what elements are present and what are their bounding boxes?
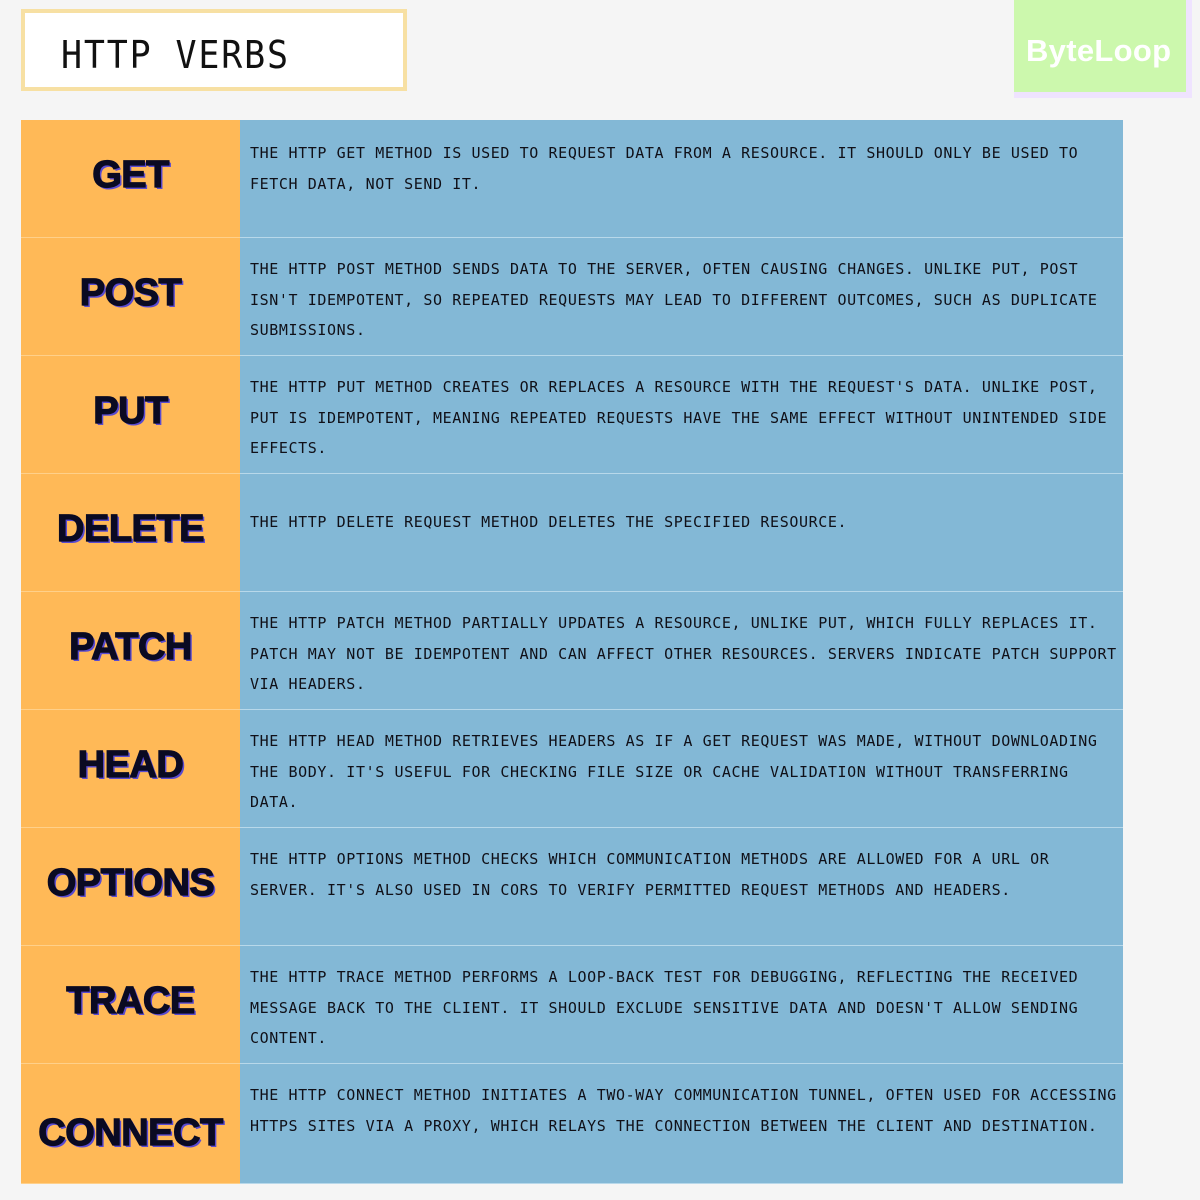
verb-cell [21,120,240,238]
table-row-get [21,120,1123,238]
verbs-table [21,120,1123,1184]
description-cell [240,356,1123,474]
verb-name: HEAD [77,744,184,786]
table-row-connect [21,1064,1123,1184]
verb-description: THE HTTP CONNECT METHOD INITIATES A TWO-WAY COMMUNICATION TUNNEL, OFTEN USED FOR ACCESSING HTTPS SITES VIA A PROXY, WHICH RELAYS THE CONNECTION BETWEEN THE CLIENT AND DESTINATION. [250,1086,1117,1135]
verb-cell [21,592,240,710]
description-cell [240,238,1123,356]
verb-name: PUT [93,390,168,432]
verb-cell [21,238,240,356]
description-cell [240,592,1123,710]
verb-cell [21,1064,240,1184]
table-row-delete [21,474,1123,592]
verb-description: THE HTTP PATCH METHOD PARTIALLY UPDATES A RESOURCE, UNLIKE PUT, WHICH FULLY REPLACES IT. PATCH MAY NOT BE IDEMPOTENT AND CAN AFFECT OTHER RESOURCES. SERVERS INDICATE PATCH SUPPORT VIA HEADERS. [250,614,1117,693]
verb-name: GET [92,154,169,196]
table-row-post [21,238,1123,356]
verb-name: DELETE [57,508,204,550]
description-cell [240,946,1123,1064]
verb-name: PATCH [69,626,192,668]
verb-name: TRACE [66,980,195,1022]
description-cell [240,1064,1123,1184]
table-row-put [21,356,1123,474]
description-cell [240,828,1123,946]
page-title: HTTP VERBS [61,33,290,77]
title-box [21,9,407,91]
verb-description: THE HTTP GET METHOD IS USED TO REQUEST DATA FROM A RESOURCE. IT SHOULD ONLY BE USED TO FETCH DATA, NOT SEND IT. [250,144,1079,193]
verb-description: THE HTTP OPTIONS METHOD CHECKS WHICH COMMUNICATION METHODS ARE ALLOWED FOR A URL OR SERVER. IT'S ALSO USED IN CORS TO VERIFY PERMITTED REQUEST METHODS AND HEADERS. [250,850,1050,899]
description-cell [240,710,1123,828]
verb-name: POST [79,272,182,314]
verb-cell [21,828,240,946]
description-cell [240,474,1123,592]
verb-description: THE HTTP PUT METHOD CREATES OR REPLACES A RESOURCE WITH THE REQUEST'S DATA. UNLIKE POST, PUT IS IDEMPOTENT, MEANING REPEATED REQUESTS HAVE THE SAME EFFECT WITHOUT UNINTENDED SIDE EFFECTS. [250,378,1108,457]
table-row-patch [21,592,1123,710]
brand-name: ByteLoop [1026,33,1172,68]
verb-description: THE HTTP DELETE REQUEST METHOD DELETES THE SPECIFIED RESOURCE. [250,513,848,531]
verb-description: THE HTTP POST METHOD SENDS DATA TO THE SERVER, OFTEN CAUSING CHANGES. UNLIKE PUT, POST ISN'T IDEMPOTENT, SO REPEATED REQUESTS MAY LEAD TO DIFFERENT OUTCOMES, SUCH AS DUPLICATE SUBMISSIONS. [250,260,1098,339]
table-row-head [21,710,1123,828]
description-cell [240,120,1123,238]
table-row-options [21,828,1123,946]
brand-badge [1014,0,1192,98]
verb-cell [21,946,240,1064]
verb-name: CONNECT [38,1112,223,1154]
verb-description: THE HTTP TRACE METHOD PERFORMS A LOOP-BACK TEST FOR DEBUGGING, REFLECTING THE RECEIVED MESSAGE BACK TO THE CLIENT. IT SHOULD EXCLUDE SENSITIVE DATA AND DOESN'T ALLOW SENDING CONTENT. [250,968,1079,1047]
verb-cell [21,356,240,474]
verb-cell [21,710,240,828]
verb-description: THE HTTP HEAD METHOD RETRIEVES HEADERS AS IF A GET REQUEST WAS MADE, WITHOUT DOWNLOADING THE BODY. IT'S USEFUL FOR CHECKING FILE SIZE OR CACHE VALIDATION WITHOUT TRANSFERRING DATA. [250,732,1098,811]
verb-name: OPTIONS [46,862,215,904]
verb-cell [21,474,240,592]
table-row-trace [21,946,1123,1064]
